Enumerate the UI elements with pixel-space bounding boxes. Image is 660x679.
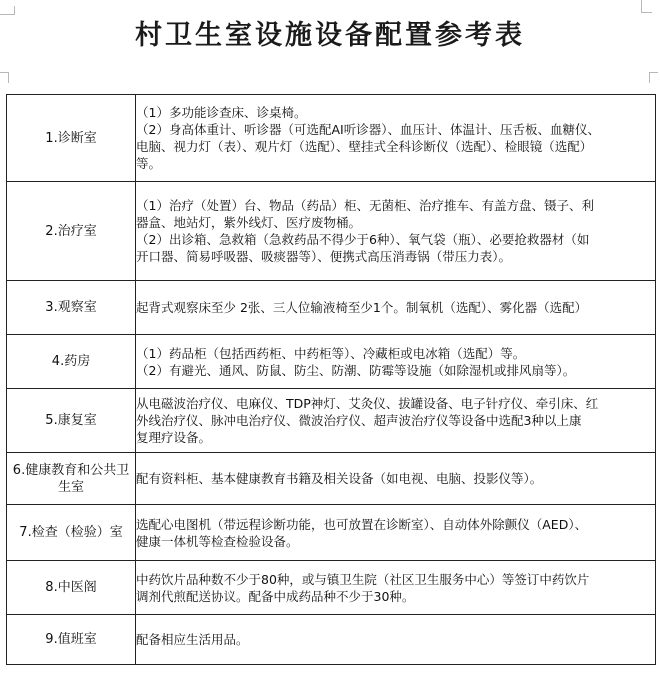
room-name: 2.治疗室 (7, 182, 136, 281)
equipment-line: 等。 (136, 156, 162, 171)
equipment-line: 配有资料柜、基本健康教育书籍及相关设备（如电视、电脑、投影仪等）。 (136, 471, 543, 486)
equipment-line: （1）药品柜（包括西药柜、中药柜等）、冷藏柜或电冰箱（选配）等。 (136, 345, 526, 361)
crop-mark-mid-left (0, 72, 9, 83)
equipment-line: （1）治疗（处置）台、物品（药品）柜、无菌柜、治疗推车、有盖方盘、镊子、利 (136, 198, 594, 213)
equipment-line: （1）多功能诊查床、诊桌椅。 (136, 105, 307, 120)
equipment-cell (136, 561, 656, 615)
room-name: 1.诊断室 (7, 95, 136, 182)
room-name: 5.康复室 (7, 389, 136, 453)
room-name: 9.值班室 (7, 615, 136, 665)
equipment-cell (136, 182, 656, 281)
equipment-line: 从电磁波治疗仪、电麻仪、TDP神灯、艾灸仪、拔罐设备、电子针疗仪、牵引床、红 (136, 396, 599, 411)
equipment-cell (136, 95, 656, 182)
room-name: 8.中医阁 (7, 561, 136, 615)
room-name: 6.健康教育和公共卫生室 (7, 453, 136, 505)
equipment-line: （2）有避光、通风、防鼠、防尘、防潮、防霉等设施（如除湿机或排风扇等）。 (136, 362, 576, 378)
equipment-cell (136, 335, 656, 389)
table-row (7, 505, 656, 561)
room-name: 7.检查（检验）室 (7, 505, 136, 561)
equipment-line: 外线治疗仪、脉冲电治疗仪、微波治疗仪、超声波治疗仪等设备中选配3种以上康 (136, 413, 582, 428)
equipment-line: 电脑、视力灯（表）、观片灯（选配）、壁挂式全科诊断仪（选配）、检眼镜（选配） (136, 139, 593, 154)
page-title: 村卫生室设施设备配置参考表 (135, 20, 525, 51)
room-name: 3.观察室 (7, 281, 136, 335)
crop-mark-mid-right (649, 72, 658, 83)
equipment-line: （2）出诊箱、急救箱（急救药品不得少于6种）、氧气袋（瓶）、必要抢救器材（如 (136, 232, 590, 247)
equipment-line: 开口器、简易呼吸器、吸痰器等）、便携式高压消毒锅（带压力表）。 (136, 249, 512, 264)
equipment-line: 配备相应生活用品。 (136, 632, 249, 647)
equipment-line: （2）身高体重计、听诊器（可选配AI听诊器）、血压计、体温计、压舌板、血糖仪、 (136, 122, 600, 137)
crop-mark-top-right (641, 0, 652, 13)
equipment-line: 复理疗设备。 (136, 430, 212, 445)
table-row (7, 335, 656, 389)
table-row (7, 561, 656, 615)
equipment-cell (136, 281, 656, 335)
table-row (7, 453, 656, 505)
table-row (7, 389, 656, 453)
equipment-line: 调剂代煎配送协议。配备中成药品种不少于30种。 (136, 588, 415, 604)
table-row (7, 182, 656, 281)
room-name: 4.药房 (7, 335, 136, 389)
equipment-cell (136, 505, 656, 561)
equipment-line: 器盒、地站灯，紫外线灯、医疗废物桶。 (136, 215, 362, 230)
facility-table (6, 94, 656, 665)
table-row (7, 281, 656, 335)
equipment-cell (136, 389, 656, 453)
equipment-line: 中药饮片品种数不少于80种，或与镇卫生院（社区卫生服务中心）等签订中药饮片 (136, 571, 590, 587)
equipment-cell (136, 453, 656, 505)
equipment-line: 健康一体机等检查检验设备。 (136, 533, 299, 549)
equipment-line: 选配心电图机（带远程诊断功能，也可放置在诊断室）、自动体外除颤仪（AED）、 (136, 516, 588, 532)
table-row (7, 615, 656, 665)
table-row (7, 95, 656, 182)
equipment-line: 起背式观察床至少 2张、三人位输液椅至少1个。制氧机（选配）、雾化器（选配） (136, 300, 588, 315)
equipment-cell (136, 615, 656, 665)
